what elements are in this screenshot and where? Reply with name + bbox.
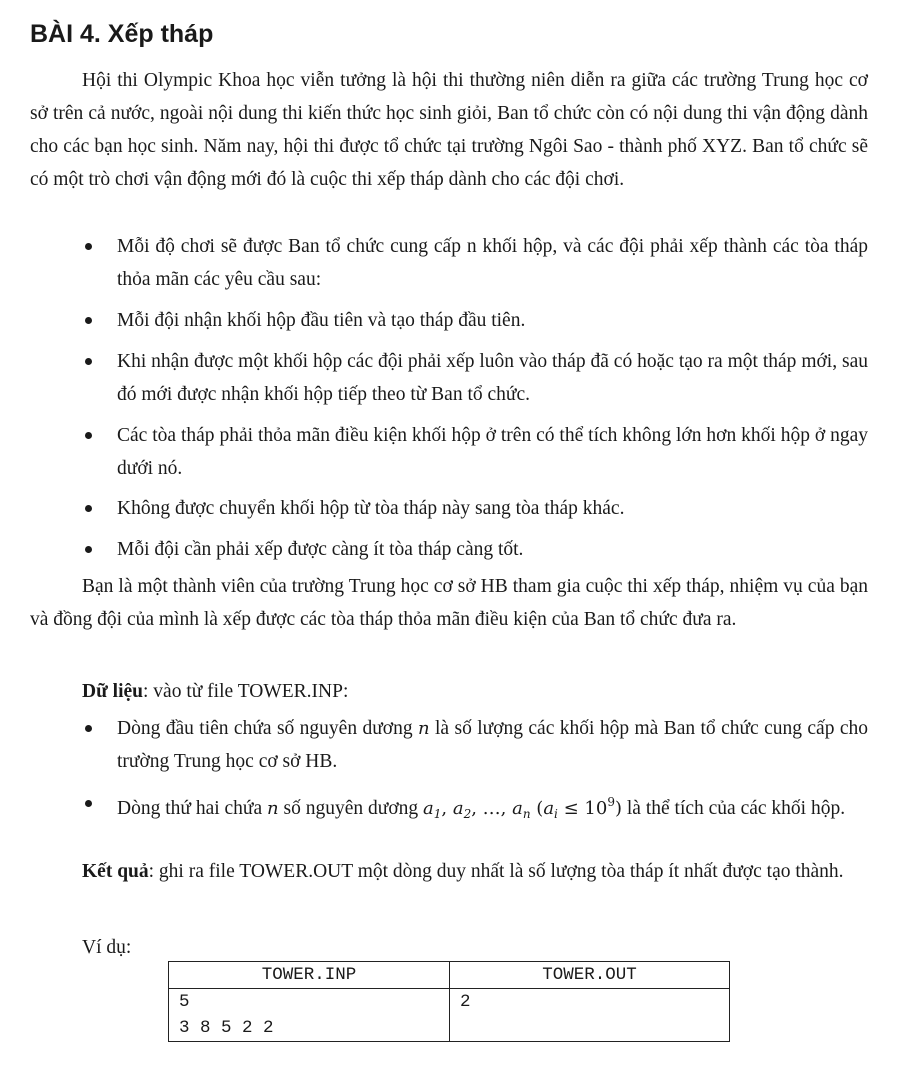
bullet-icon bbox=[85, 317, 92, 324]
problem-title: BÀI 4. Xếp tháp bbox=[30, 20, 214, 48]
table-header-row bbox=[169, 962, 730, 989]
rule-text: Mỗi đội cần phải xếp được càng ít tòa tháp càng tốt. bbox=[117, 539, 524, 560]
rule-text: Mỗi độ chơi sẽ được Ban tổ chức cung cấp n khối hộp, và các đội phải xếp thành các tòa tháp thỏa mãn các yêu cầu sau: bbox=[117, 236, 868, 290]
input-sample-line: 5 bbox=[179, 992, 190, 1012]
bullet-icon bbox=[85, 800, 92, 807]
input-heading bbox=[82, 675, 868, 708]
input-line-1: Dòng đầu tiên chứa số nguyên dương n là số lượng các khối hộp mà Ban tổ chức cung cấp cho trường Trung học cơ sở HB. bbox=[117, 718, 869, 772]
input-sample-line: 3 8 5 2 2 bbox=[179, 1018, 274, 1038]
table-cell-input bbox=[169, 989, 450, 1042]
output-label: Kết quả bbox=[82, 861, 149, 882]
output-paragraph bbox=[82, 855, 868, 888]
table-header: TOWER.INP bbox=[169, 962, 450, 989]
bullet-icon bbox=[85, 358, 92, 365]
input-line-2: Dòng thứ hai chứa n số nguyên dương $a_1$, $a_2$, …, $a_n$ $(a_i \le 10^9)$ là thể tích của các khối hộp. bbox=[117, 795, 846, 821]
input-label: Dữ liệu bbox=[82, 681, 143, 702]
input-desc: : vào từ file TOWER.INP: bbox=[143, 681, 349, 702]
output-sample-line: 2 bbox=[460, 992, 471, 1012]
bullet-icon bbox=[85, 546, 92, 553]
rule-text: Không được chuyển khối hộp từ tòa tháp này sang tòa tháp khác. bbox=[117, 498, 625, 519]
bullet-icon bbox=[85, 505, 92, 512]
rule-text: Khi nhận được một khối hộp các đội phải xếp luôn vào tháp đã có hoặc tạo ra một tháp mới, sau đó mới được nhận khối hộp tiếp theo từ Ban tổ chức. bbox=[117, 351, 868, 405]
table-header: TOWER.OUT bbox=[450, 962, 730, 989]
example-table bbox=[168, 961, 730, 1042]
bullet-icon bbox=[85, 243, 92, 250]
rule-text: Mỗi đội nhận khối hộp đầu tiên và tạo tháp đầu tiên. bbox=[117, 310, 526, 331]
bullet-icon bbox=[85, 432, 92, 439]
var-n: n bbox=[418, 718, 430, 739]
table-row bbox=[169, 989, 730, 1042]
example-label: Ví dụ: bbox=[82, 937, 132, 958]
bullet-icon bbox=[85, 725, 92, 732]
rule-text: Các tòa tháp phải thỏa mãn điều kiện khối hộp ở trên có thể tích không lớn hơn khối hộp ở ngay dưới nó. bbox=[117, 425, 868, 479]
output-desc: : ghi ra file TOWER.OUT một dòng duy nhất là số lượng tòa tháp ít nhất được tạo thành. bbox=[148, 861, 844, 882]
task-paragraph: Bạn là một thành viên của trường Trung học cơ sở HB tham gia cuộc thi xếp tháp, nhiệm vụ của bạn và đồng đội của mình là xếp được các tòa tháp thỏa mãn điều kiện của Ban tổ chức đưa ra. bbox=[30, 576, 868, 630]
intro-paragraph: Hội thi Olympic Khoa học viễn tưởng là hội thi thường niên diễn ra giữa các trường Trung học cơ sở trên cả nước, ngoài nội dung thi kiến thức học sinh giỏi, Ban tổ chức còn có nội dung thi vận động dành cho các bạn học sinh. Năm nay, hội thi được tổ chức tại trường Ngôi Sao - thành phố XYZ. Ban tổ chức sẽ có một trò chơi vận động mới đó là cuộc thi xếp tháp dành cho các đội chơi. bbox=[30, 70, 868, 190]
table-cell-output bbox=[450, 989, 730, 1042]
var-n: n bbox=[267, 798, 279, 819]
sequence-formula: $a_1$, $a_2$, …, $a_n$ $(a_i \le 10^9)$ bbox=[423, 795, 622, 821]
